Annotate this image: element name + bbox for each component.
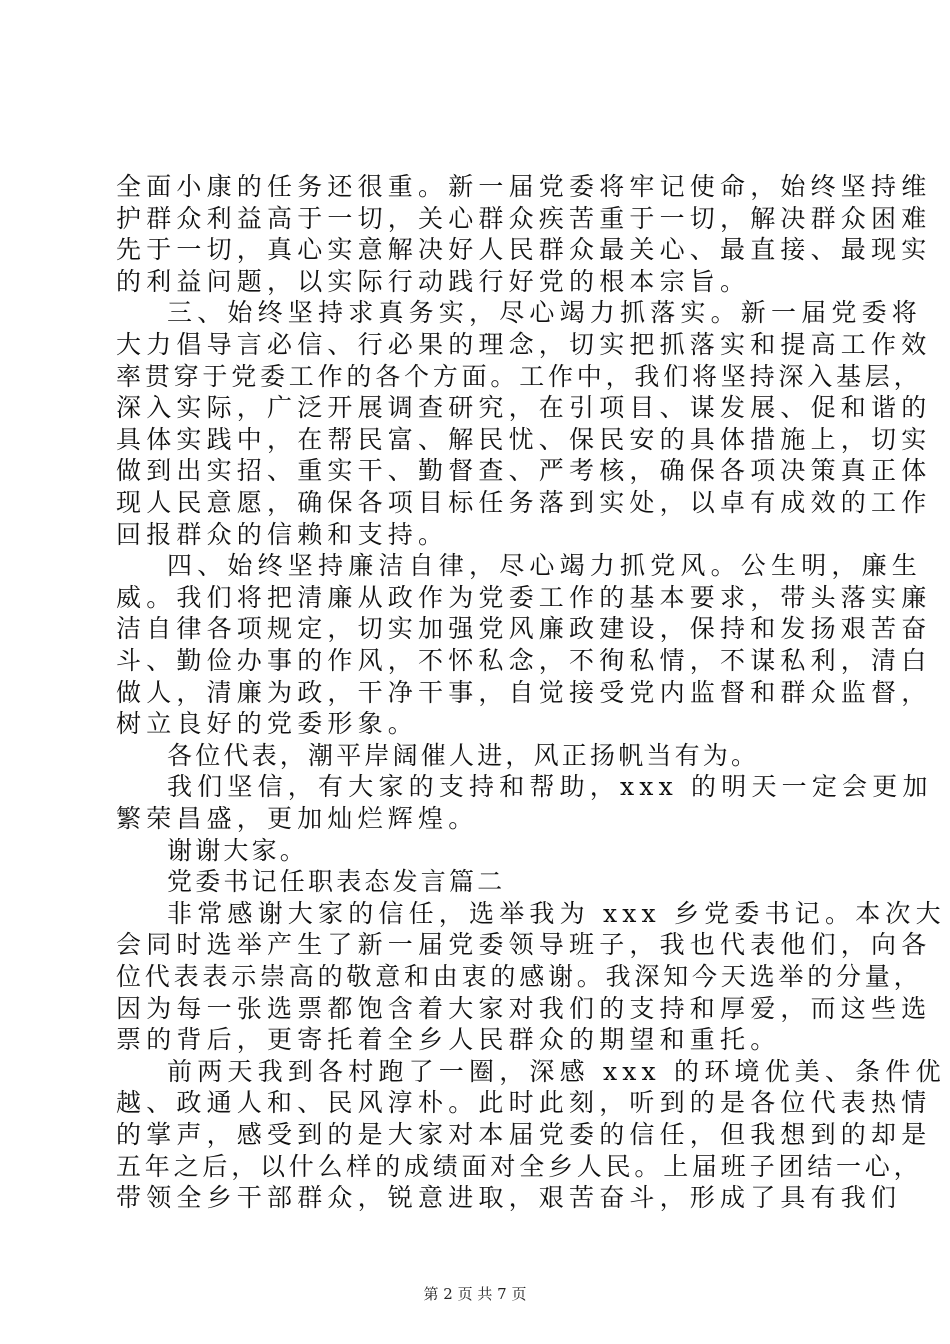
text-line: 因为每一张选票都饱含着大家对我们的支持和厚爱，而这些选	[116, 994, 932, 1023]
text-line: 带领全乡干部群众，锐意进取，艰苦奋斗，形成了具有我们	[116, 1183, 902, 1212]
text-line: 做人，清廉为政，干净干事，自觉接受党内监督和群众监督，	[116, 678, 932, 707]
text-line: 大力倡导言必信、行必果的理念，切实把抓落实和提高工作效	[116, 330, 932, 359]
text-line: 五年之后，以什么样的成绩面对全乡人民。上届班子团结一心，	[116, 1152, 923, 1181]
text-line: 具体实践中，在帮民富、解民忧、保民安的具体措施上，切实	[116, 425, 932, 454]
text-line: 前两天我到各村跑了一圈，深感 xxx 的环境优美、条件优	[167, 1057, 946, 1086]
text-line: 谢谢大家。	[167, 836, 309, 865]
text-line: 的掌声，感受到的是大家对本届党委的信任，但我想到的却是	[116, 1120, 932, 1149]
section-title: 党委书记任职表态发言篇二	[167, 867, 506, 896]
text-line: 会同时选举产生了新一届党委领导班子，我也代表他们，向各	[116, 930, 932, 959]
text-line: 回报群众的信赖和支持。	[116, 520, 449, 549]
text-line: 全面小康的任务还很重。新一届党委将牢记使命，始终坚持维	[116, 172, 932, 201]
text-line: 位代表表示崇高的敬意和由衷的感谢。我深知今天选举的分量，	[116, 962, 923, 991]
text-line: 繁荣昌盛，更加灿烂辉煌。	[116, 804, 479, 833]
paragraph-heading-line: 四、始终坚持廉洁自律，尽心竭力抓党风。公生明，廉生	[167, 551, 923, 580]
text-line: 率贯穿于党委工作的各个方面。工作中，我们将坚持深入基层，	[116, 362, 923, 391]
text-line: 我们坚信，有大家的支持和帮助，xxx 的明天一定会更加	[167, 772, 933, 801]
text-line: 深入实际，广泛开展调查研究，在引项目、谋发展、促和谐的	[116, 393, 932, 422]
text-line: 非常感谢大家的信任，选举我为 xxx 乡党委书记。本次大	[167, 899, 946, 928]
text-line: 树立良好的党委形象。	[116, 709, 419, 738]
text-line: 做到出实招、重实干、勤督查、严考核，确保各项决策真正体	[116, 456, 932, 485]
text-line: 越、政通人和、民风淳朴。此时此刻，听到的是各位代表热情	[116, 1088, 932, 1117]
text-line: 先于一切，真心实意解决好人民群众最关心、最直接、最现实	[116, 235, 932, 264]
text-line: 各位代表，潮平岸阔催人进，风正扬帆当有为。	[167, 741, 760, 770]
text-line: 票的背后，更寄托着全乡人民群众的期望和重托。	[116, 1025, 781, 1054]
paragraph-heading-line: 三、始终坚持求真务实，尽心竭力抓落实。新一届党委将	[167, 298, 923, 327]
page-footer: 第 2 页 共 7 页	[423, 1285, 527, 1303]
text-line: 洁自律各项规定，切实加强党风廉政建设，保持和发扬艰苦奋	[116, 614, 932, 643]
text-line: 威。我们将把清廉从政作为党委工作的基本要求，带头落实廉	[116, 583, 932, 612]
text-line: 护群众利益高于一切，关心群众疾苦重于一切，解决群众困难	[116, 204, 932, 233]
text-line: 现人民意愿，确保各项目标任务落到实处，以卓有成效的工作	[116, 488, 932, 517]
text-line: 斗、勤俭办事的作风，不怀私念，不徇私情，不谋私利，清白	[116, 646, 932, 675]
text-line: 的利益问题，以实际行动践行好党的根本宗旨。	[116, 267, 751, 296]
